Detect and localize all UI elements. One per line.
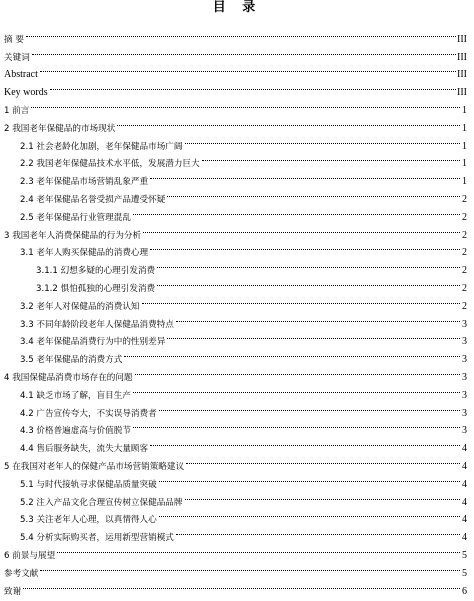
- toc-entry-page: 1: [461, 120, 467, 138]
- toc-entry-label: 2.1 社会老龄化加剧，老年保健品市场广阔: [20, 139, 184, 157]
- toc-entry-label: 5 在我国对老年人的保健产品市场营销策略建议: [4, 459, 185, 477]
- toc-dot-leader: [142, 285, 460, 304]
- toc-entry-label: 致谢: [4, 584, 22, 601]
- toc-entry-page: 4: [461, 529, 467, 547]
- toc-entry-label: 3.1.1 幻想多疑的心理引发消费: [36, 263, 156, 281]
- toc-entry-label: 4.1 缺乏市场了解，盲目生产: [20, 388, 132, 406]
- toc-entry-label: 5.1 与时代接轨寻求保健品质量突破: [20, 477, 158, 495]
- toc-dot-leader: [143, 214, 460, 233]
- toc-dot-leader: [157, 267, 460, 286]
- toc-dot-leader: [124, 338, 460, 357]
- toc-entry-label: 3.1.2 惧怕孤独的心理引发消费: [36, 281, 156, 299]
- toc-entry-page: 2: [461, 298, 467, 316]
- toc-entry-page: 6: [461, 583, 467, 601]
- toc-entry-label: Abstract: [4, 66, 39, 84]
- toc-entry-page: III: [457, 84, 467, 102]
- toc-dot-leader: [186, 445, 460, 464]
- toc-entry-page: 1: [461, 173, 467, 191]
- toc-dot-leader: [40, 552, 460, 571]
- toc-entry-label: 5.3 关注老年人心理，以真情得人心: [20, 512, 158, 530]
- toc-dot-leader: [150, 427, 460, 446]
- toc-dot-leader: [40, 54, 456, 73]
- toc-entry-label: Key words: [4, 84, 49, 102]
- toc-dot-leader: [159, 392, 460, 411]
- toc-entry-page: 2: [461, 280, 467, 298]
- toc-entry-label: 2.4 老年保健品名誉受损产品遭受怀疑: [20, 192, 166, 210]
- toc-entry-page: 3: [461, 387, 467, 405]
- toc-entry-page: 1: [461, 155, 467, 173]
- toc-entry-page: 4: [461, 476, 467, 494]
- toc-dot-leader: [117, 107, 460, 126]
- toc-entry-page: 4: [461, 458, 467, 476]
- toc-dot-leader: [202, 143, 460, 162]
- toc-dot-leader: [50, 71, 456, 90]
- toc-entry-label: 4.3 价格普遍虚高与价值脱节: [20, 423, 132, 441]
- toc-dot-leader: [176, 303, 460, 322]
- toc-entry-page: 2: [461, 244, 467, 262]
- toc-dot-leader: [185, 125, 461, 144]
- toc-entry-label: 3.5 老年保健品的消费方式: [20, 352, 123, 370]
- toc-entry-page: 2: [461, 227, 467, 245]
- toc-dot-leader: [26, 18, 456, 37]
- toc-dot-leader: [159, 499, 460, 518]
- toc-dot-leader: [185, 481, 461, 500]
- toc-dot-leader: [150, 232, 460, 251]
- toc-entry-label: 1 前言: [4, 103, 30, 121]
- toc-dot-leader: [133, 374, 460, 393]
- toc-entry-label: 4 我国保健品消费市场存在的问题: [4, 370, 134, 388]
- toc-entry-page: 4: [461, 440, 467, 458]
- toc-entry-label: 2.3 老年保健品市场营销乱象严重: [20, 174, 149, 192]
- toc-dot-leader: [23, 570, 460, 589]
- toc-entry-page: 3: [461, 405, 467, 423]
- toc-entry-page: 4: [461, 511, 467, 529]
- toc-dot-leader: [176, 516, 460, 535]
- toc-dot-leader: [167, 321, 460, 340]
- toc-entry-label: 2 我国老年保健品的市场现状: [4, 121, 116, 139]
- toc-entry-page: 2: [461, 191, 467, 209]
- toc-entry-label: 3 我国老年人消费保健品的行为分析: [4, 228, 142, 246]
- toc-entry-page: 4: [461, 494, 467, 512]
- toc-entry-page: III: [457, 31, 467, 49]
- toc-entry-page: 1: [461, 138, 467, 156]
- toc-entry-page: 3: [461, 422, 467, 440]
- toc-dot-leader: [32, 36, 456, 55]
- toc-entry-label: 3.3 不同年龄阶段老年人保健品消费特点: [20, 317, 175, 335]
- toc-dot-leader: [157, 249, 460, 268]
- toc-entry-label: 3.1 老年人购买保健品的消费心理: [20, 245, 149, 263]
- toc-entry-label: 摘 要: [4, 32, 25, 50]
- toc-entry-label: 5.4 分析实际购买者，运用新型营销模式: [20, 530, 175, 548]
- toc-entry[interactable]: [0, 575, 474, 593]
- toc-entry-page: 3: [461, 351, 467, 369]
- toc-entry-page: 1: [461, 102, 467, 120]
- toc-dot-leader: [167, 178, 460, 197]
- toc-entry-label: 3.4 老年保健品消费行为中的性别差异: [20, 334, 166, 352]
- toc-entry-page: 3: [461, 333, 467, 351]
- toc-entry-label: 3.2 老年人对保健品的消费认知: [20, 299, 141, 317]
- toc-entry-page: 5: [461, 565, 467, 583]
- toc-dot-leader: [133, 410, 460, 429]
- toc-entry-label: 关键词: [4, 50, 31, 68]
- toc-entry-page: 2: [461, 262, 467, 280]
- toc-dot-leader: [133, 196, 460, 215]
- toc-entry-page: 3: [461, 316, 467, 334]
- toc-entry-label: 4.2 广告宣传夸大，不实误导消费者: [20, 406, 158, 424]
- toc-list: [0, 23, 474, 593]
- toc-entry-label: 4.4 售后服务缺失，流失大量顾客: [20, 441, 149, 459]
- toc-dot-leader: [31, 89, 460, 108]
- toc-dot-leader: [57, 534, 460, 553]
- toc-entry-page: III: [457, 66, 467, 84]
- toc-entry-page: III: [457, 49, 467, 67]
- page-title: 目 录: [0, 0, 474, 16]
- toc-dot-leader: [135, 356, 460, 375]
- toc-entry-label: 参考文献: [4, 566, 39, 584]
- toc-dot-leader: [150, 160, 460, 179]
- toc-dot-leader: [159, 463, 460, 482]
- toc-entry-page: 2: [461, 209, 467, 227]
- toc-entry-page: 3: [461, 369, 467, 387]
- toc-entry-label: 5.2 注入产品文化合理宣传树立保健品品牌: [20, 495, 184, 513]
- toc-entry-label: 2.5 老年保健品行业管理混乱: [20, 210, 132, 228]
- toc-entry-page: 5: [461, 547, 467, 565]
- toc-entry-label: 6 前景与展望: [4, 548, 56, 566]
- toc-entry-label: 2.2 我国老年保健品技术水平低，发展潜力巨大: [20, 156, 201, 174]
